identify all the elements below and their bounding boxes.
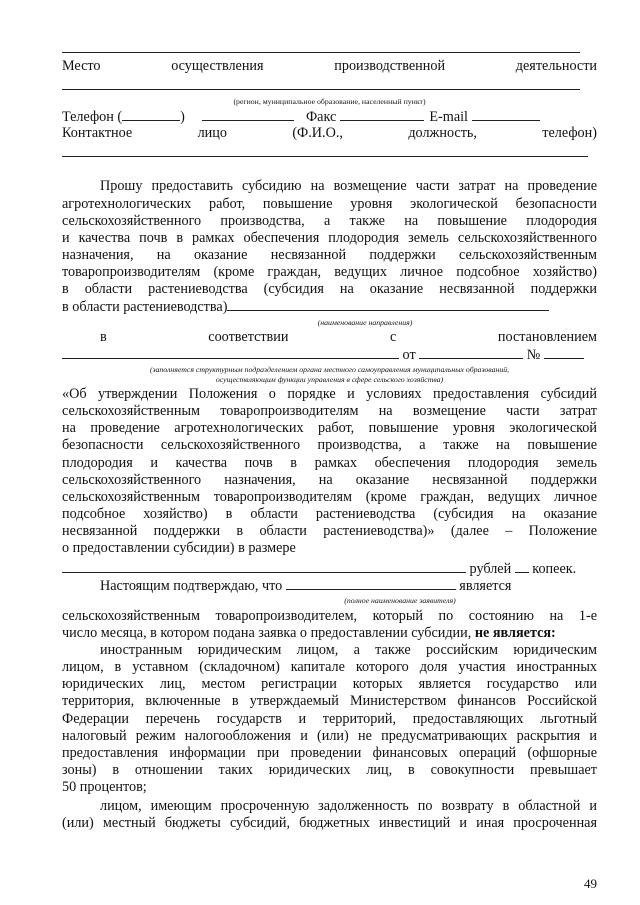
accordance-line — [100, 329, 597, 346]
regulation-line: плодородия и качества почв в рамках обеспечения плодородия земель — [62, 455, 597, 471]
confirm-suffix: является — [459, 578, 512, 594]
regulation-line: сельскохозяйственным товаропроизводителям на возмещение части затрат — [62, 403, 597, 419]
request-line: и качества почв в рамках обеспечения плодородия земель сельскохозяйственного — [62, 230, 597, 246]
amount-kopeck-field[interactable] — [515, 560, 529, 573]
regulation-line: подсобное хозяйство) в области растениеводства (субсидия на оказание — [62, 506, 597, 522]
regulation-line: «Об утверждении Положения о порядке и условиях предоставления субсидий — [62, 386, 597, 402]
regulation-line: на проведение агротехнологических работ, повышение уровня экологической — [62, 420, 597, 436]
resolution-authority-field[interactable] — [62, 346, 399, 359]
from-label: от — [402, 347, 416, 363]
direction-caption: (наименование направления) — [317, 318, 413, 327]
authority-caption: (заполняется структурным подразделением органа местного самоуправления муниципальных образований, — [149, 365, 510, 374]
request-line: в области растениеводства (субсидия на оказание несвязанной поддержки — [62, 281, 597, 297]
foreign-line: зоны) в отношении таких юридических лиц, в совокупности превышает — [62, 762, 597, 778]
foreign-line: налоговый режим налогообложения и (или) не предусматривающих раскрытия и — [62, 728, 597, 744]
phone-code-field[interactable] — [122, 108, 180, 121]
confirm-prefix: Настоящим подтверждаю, что — [100, 578, 283, 594]
contact-word: лицо — [197, 125, 227, 141]
amount-rubles-field[interactable] — [62, 560, 466, 573]
confirm-text: число месяца, в котором подана заявка о предоставлении субсидии, — [62, 625, 472, 641]
place-word: производственной — [334, 58, 446, 74]
confirm-bold: не является: — [474, 625, 556, 641]
phone-number-field[interactable] — [202, 108, 294, 121]
resolution-date-field[interactable] — [419, 346, 523, 359]
accordance-word: постановлением — [497, 329, 597, 345]
foreign-line: лицом, в уставном (складочном) капитале которого доля участия иностранных — [62, 659, 597, 675]
region-caption: (регион, муниципальное образование, населенный пункт) — [233, 97, 426, 106]
request-line: сельскохозяйственного производства, а также на повышение плодородия — [62, 213, 597, 229]
contact-word: должность, — [408, 125, 477, 141]
resolution-number-field[interactable] — [544, 346, 584, 359]
debt-line: лицом, имеющим просроченную задолженность по возврату в областной и — [100, 798, 597, 814]
number-label: № — [526, 347, 541, 363]
contact-word: Контактное — [62, 125, 133, 141]
fax-label: Факс — [305, 109, 337, 125]
regulation-line: несвязанной поддержки в области растениеводства)» (далее – Положение — [62, 523, 597, 539]
foreign-line: Федерации перечень государств и территорий, предоставляющих льготный — [62, 711, 597, 727]
regulation-line: сельскохозяйственного назначения, на оказание несвязанной поддержки — [62, 472, 597, 488]
regulation-line: безопасности сельскохозяйственного производства, а также на повышение — [62, 437, 597, 453]
top-rule — [62, 52, 580, 53]
contact-word: телефон) — [542, 125, 597, 141]
place-word: Место — [62, 58, 101, 74]
applicant-caption: (полное наименование заявителя) — [344, 596, 456, 605]
email-field[interactable] — [472, 108, 540, 121]
direction-field[interactable] — [227, 298, 549, 311]
authority-caption: осуществляющим функции управления в сфере сельского хозяйства) — [215, 375, 444, 384]
place-word: осуществления — [171, 58, 264, 74]
regulation-line: сельскохозяйственным товаропроизводителям (кроме граждан, ведущих личное — [62, 489, 597, 505]
request-line: товаропроизводителям (кроме граждан, ведущих личное подсобное хозяйство) — [62, 264, 597, 280]
production-place-line — [62, 58, 597, 75]
email-label: E-mail — [429, 109, 468, 125]
confirm-line — [62, 625, 597, 642]
contact-word: (Ф.И.О., — [292, 125, 343, 141]
contact-person-line — [62, 125, 597, 142]
request-line: Прошу предоставить субсидию на возмещение части затрат на проведение — [100, 178, 597, 194]
accordance-word: соответствии — [208, 329, 289, 345]
debt-line: (или) местный бюджеты субсидий, бюджетных инвестиций и иная просроченная — [62, 815, 597, 831]
kopeck-label: копеек. — [532, 561, 577, 577]
phone-close: ) — [180, 109, 185, 125]
request-last-line — [62, 298, 597, 316]
request-line: агротехнологических работ, повышение уровня экологической безопасности — [62, 196, 597, 212]
fax-field[interactable] — [340, 108, 424, 121]
foreign-last-line: 50 процентов; — [62, 779, 147, 795]
place-underline — [62, 89, 580, 90]
foreign-line: иностранным юридическим лицом, а также российским юридическим — [100, 642, 597, 658]
foreign-line: юридических лиц, местом регистрации которых является государство или — [62, 676, 597, 692]
contacts-line — [62, 108, 597, 126]
applicant-name-field[interactable] — [286, 577, 456, 590]
accordance-word: в — [100, 329, 107, 345]
page-number: 49 — [584, 876, 597, 891]
accordance-word: с — [390, 329, 397, 345]
request-line: назначения, на оказание несвязанной поддержки сельскохозяйственным — [62, 247, 597, 263]
confirm-line — [100, 577, 597, 595]
resolution-line — [62, 346, 597, 364]
request-last-text: в области растениеводства) — [62, 299, 228, 315]
amount-line — [62, 560, 597, 578]
place-word: деятельности — [515, 58, 597, 74]
confirm-line: сельскохозяйственным товаропроизводителем, который по состоянию на 1-е — [62, 608, 597, 624]
contact-underline[interactable] — [62, 156, 588, 157]
regulation-last-line: о предоставлении субсидии) в размере — [62, 540, 296, 556]
foreign-line: предоставления информации при проведении финансовых операций (офшорные — [62, 745, 597, 761]
rubles-label: рублей — [469, 561, 512, 577]
phone-label: Телефон ( — [62, 109, 123, 125]
foreign-line: территория, включенные в утверждаемый Министерством финансов Российской — [62, 693, 597, 709]
